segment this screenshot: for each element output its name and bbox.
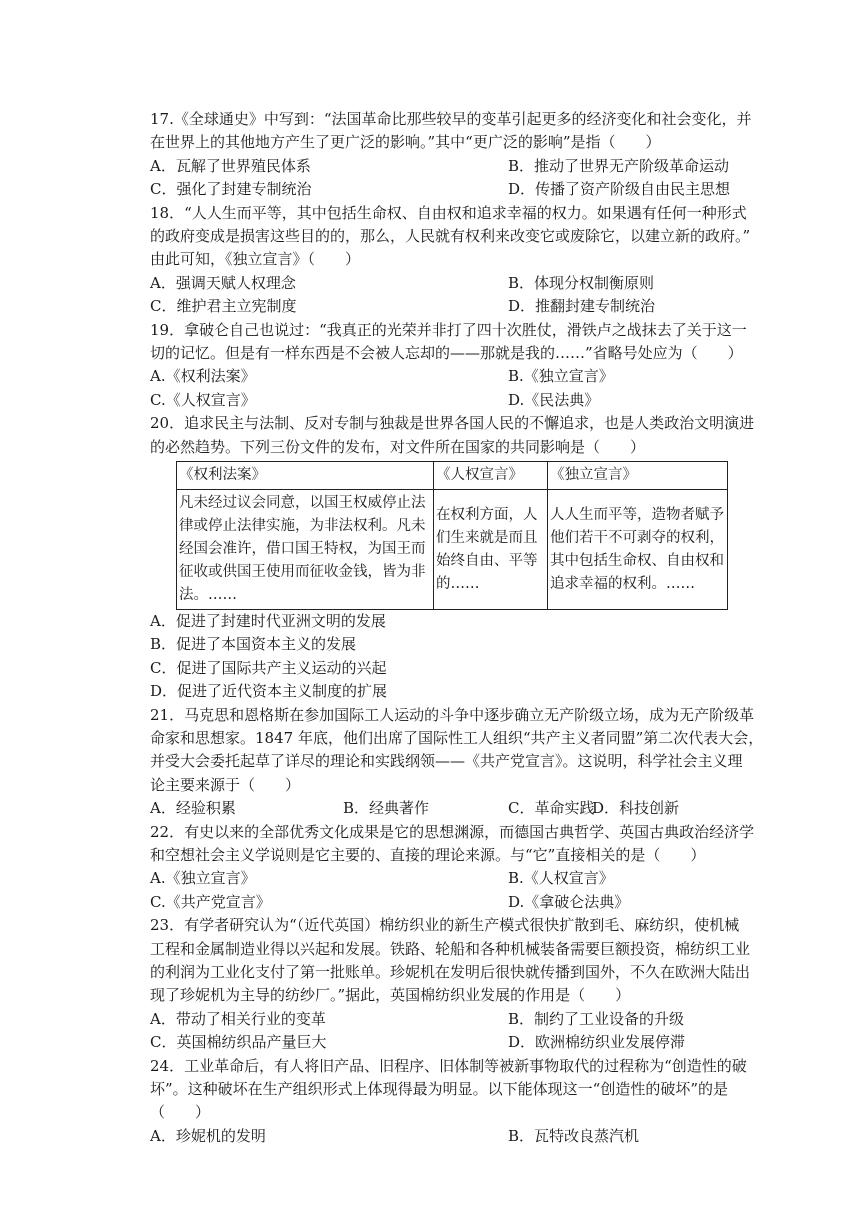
question-text-line: 的利润为工业化支付了第一批账单。珍妮机在发明后很快就传播到国外，不久在欧洲大陆出 xyxy=(150,963,751,982)
question-text-line: 论主要来源于（ ） xyxy=(150,775,301,794)
option-b[interactable]: B．经典著作 xyxy=(343,799,430,818)
question-text-line: 22．有史以来的全部优秀文化成果是它的思想渊源，而德国古典哲学、英国古典政治经济学 xyxy=(150,822,755,841)
table-header-bill-of-rights: 《权利法案》 xyxy=(177,462,434,490)
table-header-declaration-rights-of-man: 《人权宣言》 xyxy=(434,462,548,490)
option-d[interactable]: D．科技创新 xyxy=(592,799,680,818)
question-text-line: 现了珍妮机为主导的纺纱厂。”据此，英国棉纺织业发展的作用是（ ） xyxy=(150,986,631,1005)
option-c[interactable]: C.《共产党宣言》 xyxy=(150,892,271,911)
option-c[interactable]: C．革命实践 xyxy=(508,799,595,818)
option-c[interactable]: C．维护君主立宪制度 xyxy=(150,297,297,316)
question-17 xyxy=(150,108,752,202)
option-b[interactable]: B．瓦特改良蒸汽机 xyxy=(508,1126,640,1145)
option-d[interactable]: D．促进了近代资本主义制度的扩展 xyxy=(150,682,388,701)
question-text-line: 命家和思想家。1847 年底，他们出席了国际性工人组织“共产主义者同盟”第二次代表大会， xyxy=(150,729,764,748)
question-22 xyxy=(150,821,755,915)
table-cell-bill-of-rights: 凡未经过议会同意，以国王权威停止法律或停止法律实施，为非法权利。凡未经国会准许，借口国王特权，为国王而征收或供国王使用而征收金钱，皆为非法。…… xyxy=(177,490,434,610)
option-a[interactable]: A．带动了相关行业的变革 xyxy=(150,1009,326,1028)
question-text-line: 并受大会委托起草了详尽的理论和实践纲领——《共产党宣言》。这说明，科学社会主义理 xyxy=(150,752,743,771)
option-a[interactable]: A.《独立宣言》 xyxy=(150,869,256,888)
option-d[interactable]: D．欧洲棉纺织业发展停滞 xyxy=(508,1033,686,1052)
question-text-line: 的政府变成是损害这些目的的，那么，人民就有权利来改变它或废除它，以建立新的政府。” xyxy=(150,227,751,245)
question-text-line: 的必然趋势。下列三份文件的发布，对文件所在国家的共同影响是（ ） xyxy=(150,437,646,456)
question-24 xyxy=(150,1055,747,1149)
question-21 xyxy=(150,704,764,821)
question-text-line: 在世界上的其他地方产生了更广泛的影响。”其中“更广泛的影响”是指（ ） xyxy=(150,133,661,152)
option-b[interactable]: B．体现分权制衡原则 xyxy=(508,273,655,292)
option-b[interactable]: B.《人权宣言》 xyxy=(508,869,614,888)
table-cell-declaration-rights-of-man: 在权利方面，人们生来就是而且始终自由、平等的…… xyxy=(434,490,548,610)
option-c[interactable]: C.《人权宣言》 xyxy=(150,390,256,409)
option-a[interactable]: A.《权利法案》 xyxy=(150,367,256,386)
question-text-line: （ ） xyxy=(150,1103,211,1122)
option-a[interactable]: A．经验积累 xyxy=(150,799,236,818)
question-text-line: 由此可知，《独立宣言》（ ） xyxy=(150,250,361,269)
option-b[interactable]: B.《独立宣言》 xyxy=(508,367,614,386)
option-d[interactable]: D.《民法典》 xyxy=(508,390,600,409)
question-text-line: 切的记忆。但是有一样东西是不会被人忘却的——那就是我的……”省略号处应为（ ） xyxy=(150,344,743,362)
option-b[interactable]: B．推动了世界无产阶级革命运动 xyxy=(508,156,730,175)
question-text-line: 20．追求民主与法制、反对专制与独裁是世界各国人民的不懈追求，也是人类政治文明演进 xyxy=(150,414,755,433)
question-text-line: 23．有学者研究认为“（近代英国）棉纺织业的新生产模式很快扩散到毛、麻纺织，使机械 xyxy=(150,916,740,935)
question-19 xyxy=(150,319,747,413)
question-text-line: 和空想社会主义学说则是它主要的、直接的理论来源。与“它”直接相关的是（ ） xyxy=(150,846,706,865)
documents-table xyxy=(176,461,728,610)
option-d[interactable]: D．推翻封建专制统治 xyxy=(508,297,656,316)
option-c[interactable]: C．促进了国际共产主义运动的兴起 xyxy=(150,658,387,677)
question-text-line: 18．“人人生而平等，其中包括生命权、自由权和追求幸福的权力。如果遇有任何一种形式 xyxy=(150,203,747,222)
option-d[interactable]: D．传播了资产阶级自由民主思想 xyxy=(508,180,731,199)
question-text-line: 17.《全球通史》中写到：“法国革命比那些较早的变革引起更多的经济变化和社会变化，并 xyxy=(150,110,752,128)
question-18 xyxy=(150,202,751,319)
question-text-line: 坏”。这种破坏在生产组织形式上体现得最为明显。以下能体现这一“创造性的破坏”的是 xyxy=(150,1080,729,1099)
table-header-declaration-of-independence: 《独立宣言》 xyxy=(548,462,728,490)
question-text-line: 24．工业革命后，有人将旧产品、旧程序、旧体制等被新事物取代的过程称为“创造性的破 xyxy=(150,1056,747,1075)
question-23 xyxy=(150,914,751,1054)
question-text-line: 19．拿破仑自己也说过：“我真正的光荣并非打了四十次胜仗，滑铁卢之战抹去了关于这一 xyxy=(150,320,747,339)
option-b[interactable]: B．制约了工业设备的升级 xyxy=(508,1009,685,1028)
option-c[interactable]: C．强化了封建专制统治 xyxy=(150,180,312,199)
table-cell-declaration-of-independence: 人人生而平等，造物者赋予他们若干不可剥夺的权利，其中包括生命权、自由权和追求幸福的权利。…… xyxy=(548,490,728,610)
option-a[interactable]: A．珍妮机的发明 xyxy=(150,1126,266,1145)
question-text-line: 工程和金属制造业得以兴起和发展。铁路、轮船和各种机械装备需要巨额投资，棉纺织工业 xyxy=(150,939,751,958)
exam-page xyxy=(150,108,764,1148)
option-d[interactable]: D.《拿破仑法典》 xyxy=(508,892,630,911)
option-a[interactable]: A．瓦解了世界殖民体系 xyxy=(150,156,311,175)
option-a[interactable]: A．促进了封建时代亚洲文明的发展 xyxy=(150,612,386,630)
option-b[interactable]: B．促进了本国资本主义的发展 xyxy=(150,635,357,654)
question-20 xyxy=(150,412,755,703)
option-a[interactable]: A．强调天赋人权理念 xyxy=(150,273,296,292)
question-text-line: 21．马克思和恩格斯在参加国际工人运动的斗争中逐步确立无产阶级立场，成为无产阶级革 xyxy=(150,705,755,724)
option-c[interactable]: C．英国棉纺织品产量巨大 xyxy=(150,1033,327,1052)
